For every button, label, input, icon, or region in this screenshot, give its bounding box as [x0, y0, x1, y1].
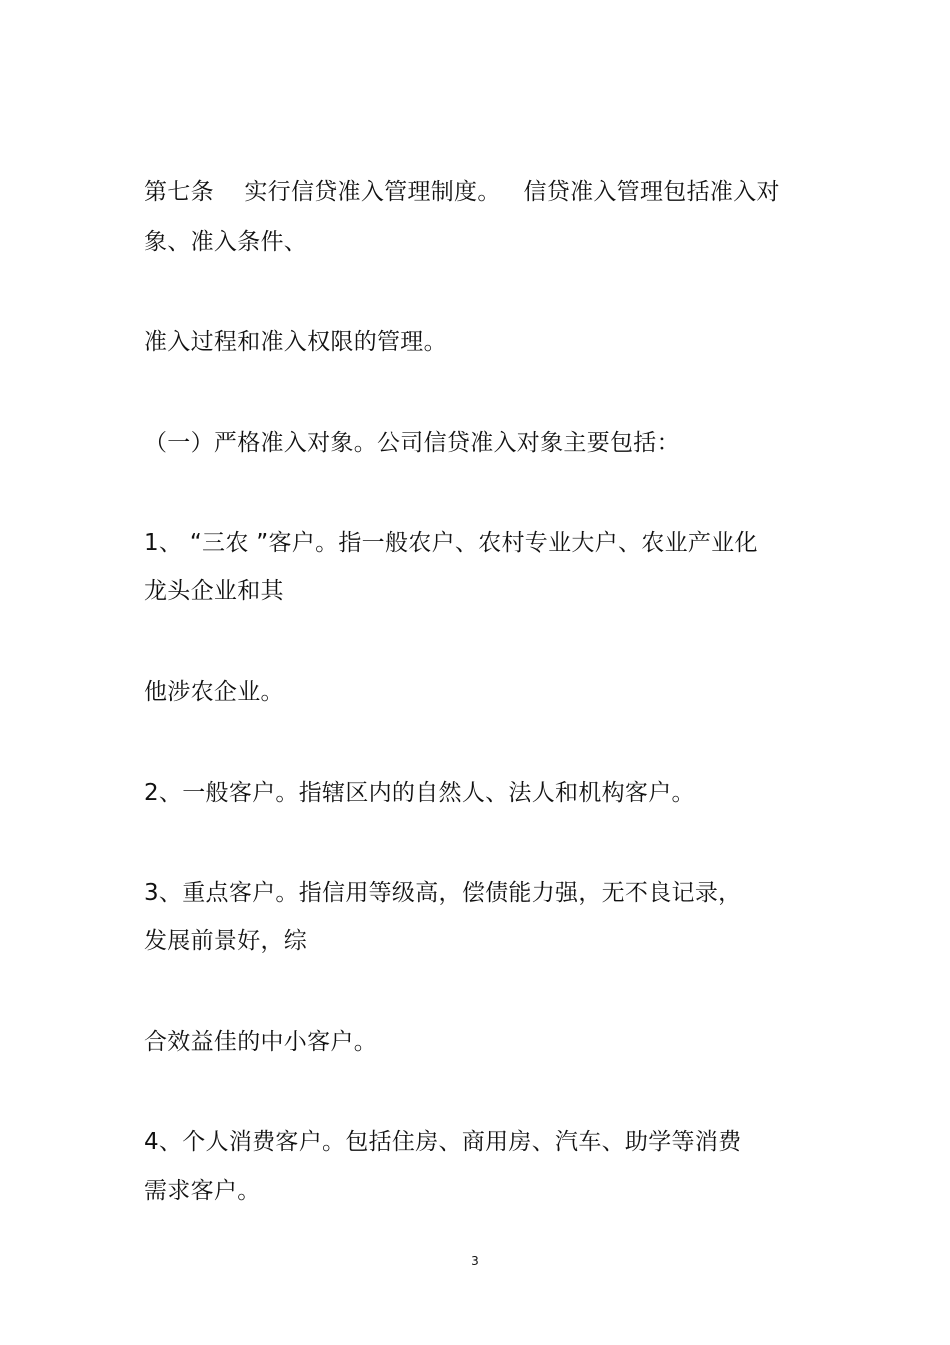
article-seven-line-2: 象、准入条件、 [144, 229, 308, 255]
section-one-heading: （一）严格准入对象。公司信贷准入对象主要包括： [144, 430, 680, 456]
item-2-line-1: 2、一般客户。指辖区内的自然人、法人和机构客户。 [144, 780, 695, 806]
article-seven-line-1: 第七条 实行信贷准入管理制度。 信贷准入管理包括准入对 [144, 179, 780, 205]
item-1-line-1: 1、 “三农 ”客户。指一般农户、农村专业大户、农业产业化 [144, 530, 758, 556]
item-1-line-3: 他涉农企业。 [144, 679, 284, 705]
item-3-line-2: 发展前景好，综 [144, 928, 308, 954]
item-4-line-2: 需求客户。 [144, 1178, 261, 1204]
page-number: 3 [471, 1254, 479, 1268]
article-seven-line-3: 准入过程和准入权限的管理。 [144, 329, 447, 355]
item-3-line-3: 合效益佳的中小客户。 [144, 1029, 377, 1055]
item-4-line-1: 4、个人消费客户。包括住房、商用房、汽车、助学等消费 [144, 1129, 742, 1155]
item-1-line-2: 龙头企业和其 [144, 578, 284, 604]
item-3-line-1: 3、重点客户。指信用等级高，偿债能力强，无不良记录， [144, 880, 742, 906]
